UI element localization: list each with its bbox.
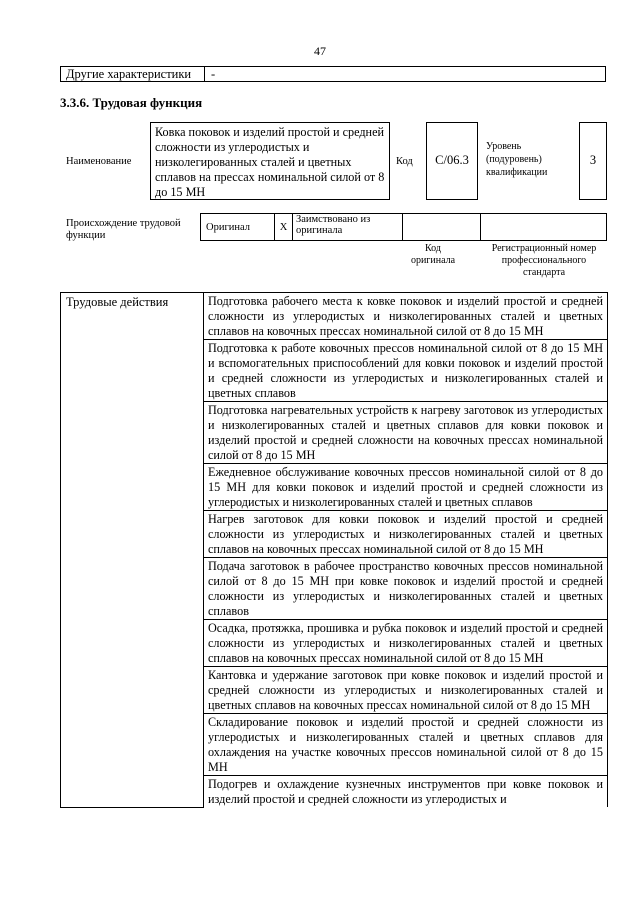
qualification-level-label: Уровень (подуровень) квалификации xyxy=(486,141,548,178)
labor-action-item: Складирование поковок и изделий простой и средней сложности из углеродистых и низколегированных сталей и цветных сплавов для охлаждения на участке ковочных прессов номинальной силой от 8 до 15 МН xyxy=(204,714,608,776)
code-label: Код xyxy=(396,156,413,167)
qualification-level-value: 3 xyxy=(579,122,607,200)
labor-action-item: Подготовка к работе ковочных прессов номинальной силой от 8 до 15 МН и вспомогательных приспособлений для ковки поковок и изделий простой и средней сложности из углеродистых и низколегированных сталей и цветных сплавов xyxy=(204,340,608,402)
labor-action-item: Ежедневное обслуживание ковочных прессов номинальной силой от 8 до 15 МН для ковки поковок и изделий простой и средней сложности из углеродистых и низколегированных сталей и цветных сплавов xyxy=(204,464,608,511)
labor-action-item: Осадка, протяжка, прошивка и рубка поковок и изделий простой и средней сложности из углеродистых и низколегированных сталей и цветных сплавов на ковочных прессах номинальной силой от 8 до 15 МН xyxy=(204,620,608,667)
other-characteristics-value: - xyxy=(205,67,606,82)
reg-number-caption: Регистрационный номер профессионального стандарта xyxy=(491,243,597,278)
origin-label: Происхождение трудовой функции xyxy=(66,218,181,241)
labor-action-item: Подача заготовок в рабочее пространство ковочных прессов номинальной силой от 8 до 15 МН при ковке поковок и изделий простой и средней сложности из углеродистых и низколегированных сталей и цветных сплавов xyxy=(204,558,608,620)
labor-actions-label: Трудовые действия xyxy=(61,293,204,808)
origin-table xyxy=(200,213,607,241)
code-original-caption: Код оригинала xyxy=(410,243,456,266)
borrowed-label: Заимствовано из оригинала xyxy=(293,214,403,241)
original-label: Оригинал xyxy=(201,214,275,241)
labor-action-item: Нагрев заготовок для ковки поковок и изделий простой и средней сложности из углеродистых и низколегированных сталей и цветных сплавов на ковочных прессах номинальной силой от 8 до 15 МН xyxy=(204,511,608,558)
labor-action-item: Подогрев и охлаждение кузнечных инструментов при ковке поковок и изделий простой и средней сложности из углеродистых и xyxy=(204,776,608,808)
section-title: 3.3.6. Трудовая функция xyxy=(60,95,203,110)
page-number: 47 xyxy=(314,44,326,58)
other-characteristics-table xyxy=(60,66,606,82)
labor-action-item: Кантовка и удержание заготовок при ковке поковок и изделий простой и средней сложности из углеродистых и низколегированных сталей и цветных сплавов на ковочных прессах номинальной силой от 8 до 15 МН xyxy=(204,667,608,714)
reg-number-cell xyxy=(481,214,607,241)
code-value: C/06.3 xyxy=(426,122,478,200)
code-original-cell xyxy=(403,214,481,241)
name-label: Наименование xyxy=(66,156,132,167)
labor-action-item: Подготовка рабочего места к ковке поковок и изделий простой и средней сложности из углеродистых и низколегированных сталей и цветных сплавов на ковочных прессах номинальной силой от 8 до 15 МН xyxy=(204,293,608,340)
labor-actions-table xyxy=(60,292,608,808)
other-characteristics-label: Другие характеристики xyxy=(61,67,205,82)
original-mark: X xyxy=(275,214,293,241)
function-name-value: Ковка поковок и изделий простой и средней сложности из углеродистых и низколегированных сталей и цветных сплавов на прессах номинальной силой от 8 до 15 МН xyxy=(150,122,390,200)
labor-action-item: Подготовка нагревательных устройств к нагреву заготовок из углеродистых и низколегированных сталей и цветных сплавов для ковки поковок и изделий простой и средней сложности на ковочных прессах номинальной силой от 8 до 15 МН xyxy=(204,402,608,464)
